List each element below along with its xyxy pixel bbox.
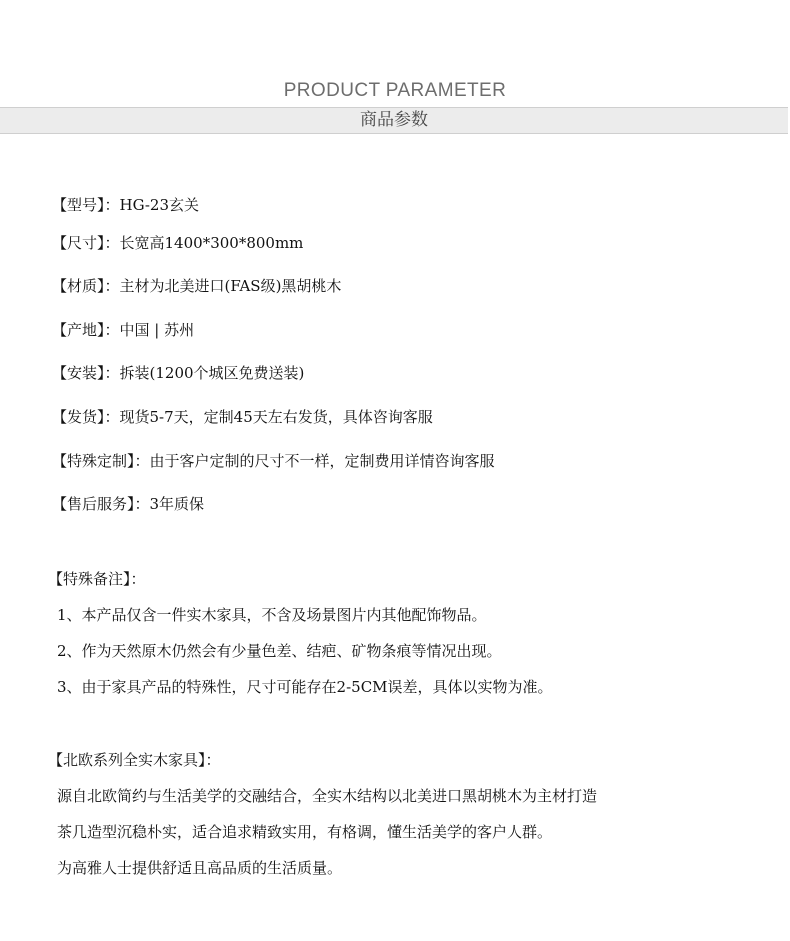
param-label: 【材质】： — [52, 277, 120, 295]
series-title: 【北欧系列全实木家具】： — [48, 751, 221, 769]
param-row-aftersales — [52, 494, 204, 514]
param-label: 【特殊定制】： — [52, 452, 150, 470]
notes-title: 【特殊备注】： — [48, 570, 146, 588]
note-item: 2、作为天然原木仍然会有少量色差、结疤、矿物条痕等情况出现。 — [57, 642, 502, 660]
param-row-material — [52, 276, 341, 296]
param-value: 由于客户定制的尺寸不一样，定制费用详情咨询客服 — [149, 452, 495, 470]
param-label: 【发货】： — [52, 408, 120, 426]
param-row-size — [52, 233, 303, 253]
param-row-origin — [52, 320, 194, 340]
param-label: 【产地】： — [52, 321, 120, 339]
header-title-en: PRODUCT PARAMETER — [283, 80, 507, 101]
header-title-zh: 商品参数 — [360, 110, 428, 130]
param-row-shipping — [52, 407, 433, 427]
header-band — [0, 107, 788, 134]
note-item: 3、由于家具产品的特殊性，尺寸可能存在2-5CM误差，具体以实物为准。 — [57, 678, 553, 696]
param-value: HG-23玄关 — [119, 196, 200, 214]
series-line: 为高雅人士提供舒适且高品质的生活质量。 — [57, 859, 343, 877]
param-value: 中国 | 苏州 — [119, 321, 195, 339]
param-value: 拆装(1200个城区免费送装) — [119, 364, 305, 382]
param-value: 3年质保 — [149, 495, 205, 513]
note-item: 1、本产品仅含一件实木家具，不含及场景图片内其他配饰物品。 — [57, 606, 487, 624]
param-label: 【型号】： — [52, 196, 120, 214]
param-value: 长宽高1400*300*800mm — [119, 234, 304, 252]
param-label: 【售后服务】： — [52, 495, 150, 513]
param-value: 主材为北美进口(FAS级)黑胡桃木 — [119, 277, 342, 295]
param-row-custom — [52, 451, 495, 471]
param-label: 【尺寸】： — [52, 234, 120, 252]
param-label: 【安装】： — [52, 364, 120, 382]
series-line: 茶几造型沉稳朴实，适合追求精致实用，有格调，懂生活美学的客户人群。 — [57, 823, 553, 841]
param-value: 现货5-7天，定制45天左右发货，具体咨询客服 — [119, 408, 433, 426]
series-line: 源自北欧简约与生活美学的交融结合，全实木结构以北美进口黑胡桃木为主材打造 — [57, 787, 598, 805]
param-row-installation — [52, 363, 304, 383]
param-row-model — [52, 195, 199, 215]
